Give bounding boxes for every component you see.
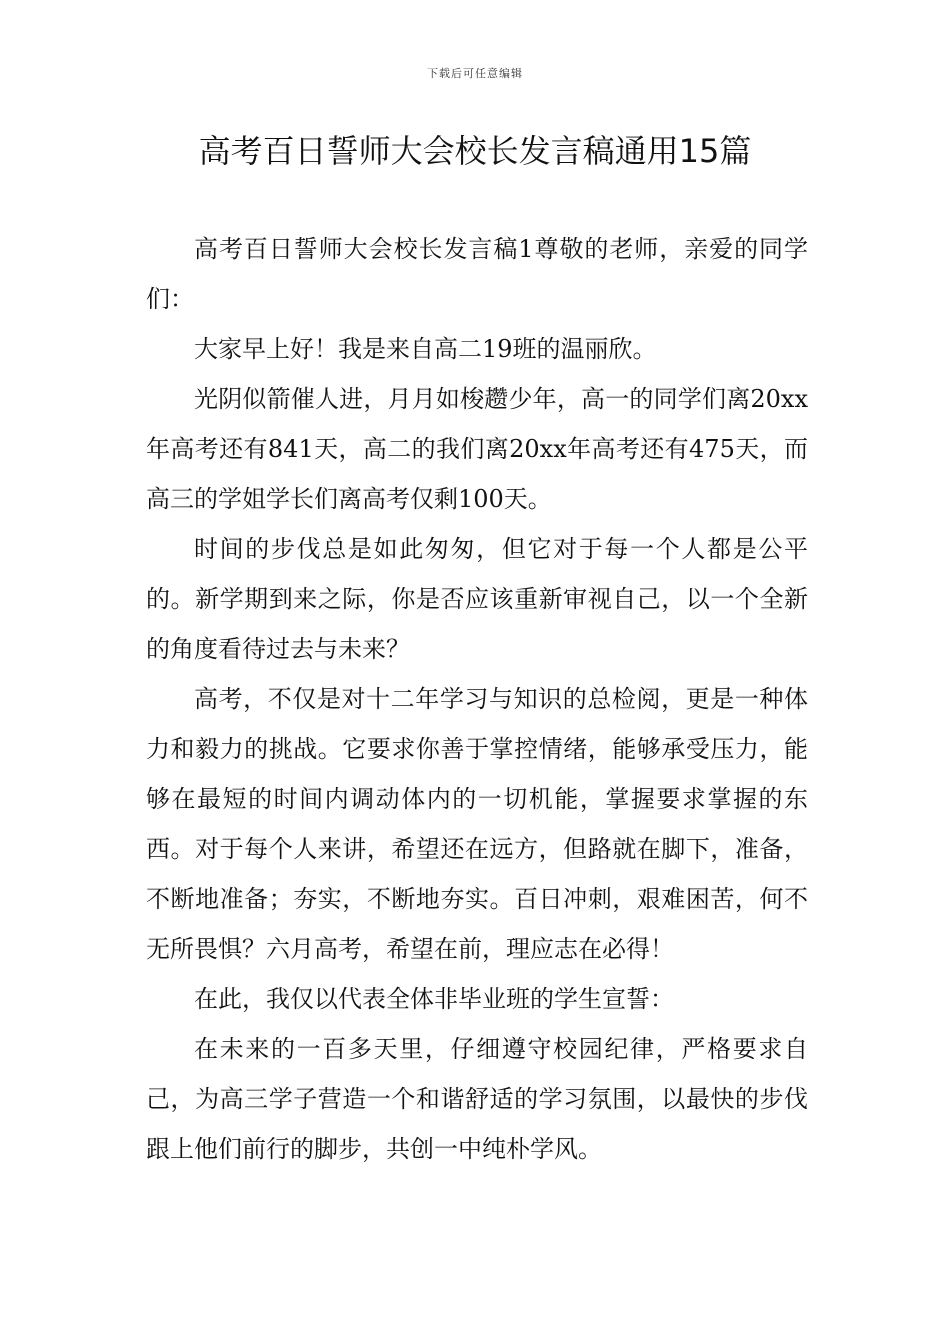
- document-body: [146, 224, 808, 1174]
- paragraph: 在此，我仅以代表全体非毕业班的学生宣誓：: [194, 985, 674, 1013]
- header-note: 下载后可任意编辑: [427, 67, 523, 80]
- paragraph: 高考，不仅是对十二年学习与知识的总检阅，更是一种体力和毅力的挑战。它要求你善于掌控情绪，能够承受压力，能够在最短的时间内调动体内的一切机能，掌握要求掌握的东西。对于每个人来讲，希望还在远方，但路就在脚下，准备，不断地准备；夯实，不断地夯实。百日冲刺，艰难困苦，何不无所畏惧？六月高考，希望在前，理应志在必得！: [146, 685, 808, 963]
- document-title: 高考百日誓师大会校长发言稿通用15篇: [198, 132, 752, 170]
- paragraph: 光阴似箭催人进，月月如梭趱少年，高一的同学们离20xx年高考还有841天，高二的我们离20xx年高考还有475天，而高三的学姐学长们离高考仅剩100天。: [146, 385, 808, 513]
- paragraph: 大家早上好！我是来自高二19班的温丽欣。: [194, 335, 657, 363]
- paragraph: 时间的步伐总是如此匆匆，但它对于每一个人都是公平的。新学期到来之际，你是否应该重新审视自己，以一个全新的角度看待过去与未来？: [146, 535, 808, 663]
- paragraph: 在未来的一百多天里，仔细遵守校园纪律，严格要求自己，为高三学子营造一个和谐舒适的学习氛围，以最快的步伐跟上他们前行的脚步，共创一中纯朴学风。: [146, 1035, 808, 1163]
- paragraph: 高考百日誓师大会校长发言稿1尊敬的老师，亲爱的同学们：: [146, 235, 808, 313]
